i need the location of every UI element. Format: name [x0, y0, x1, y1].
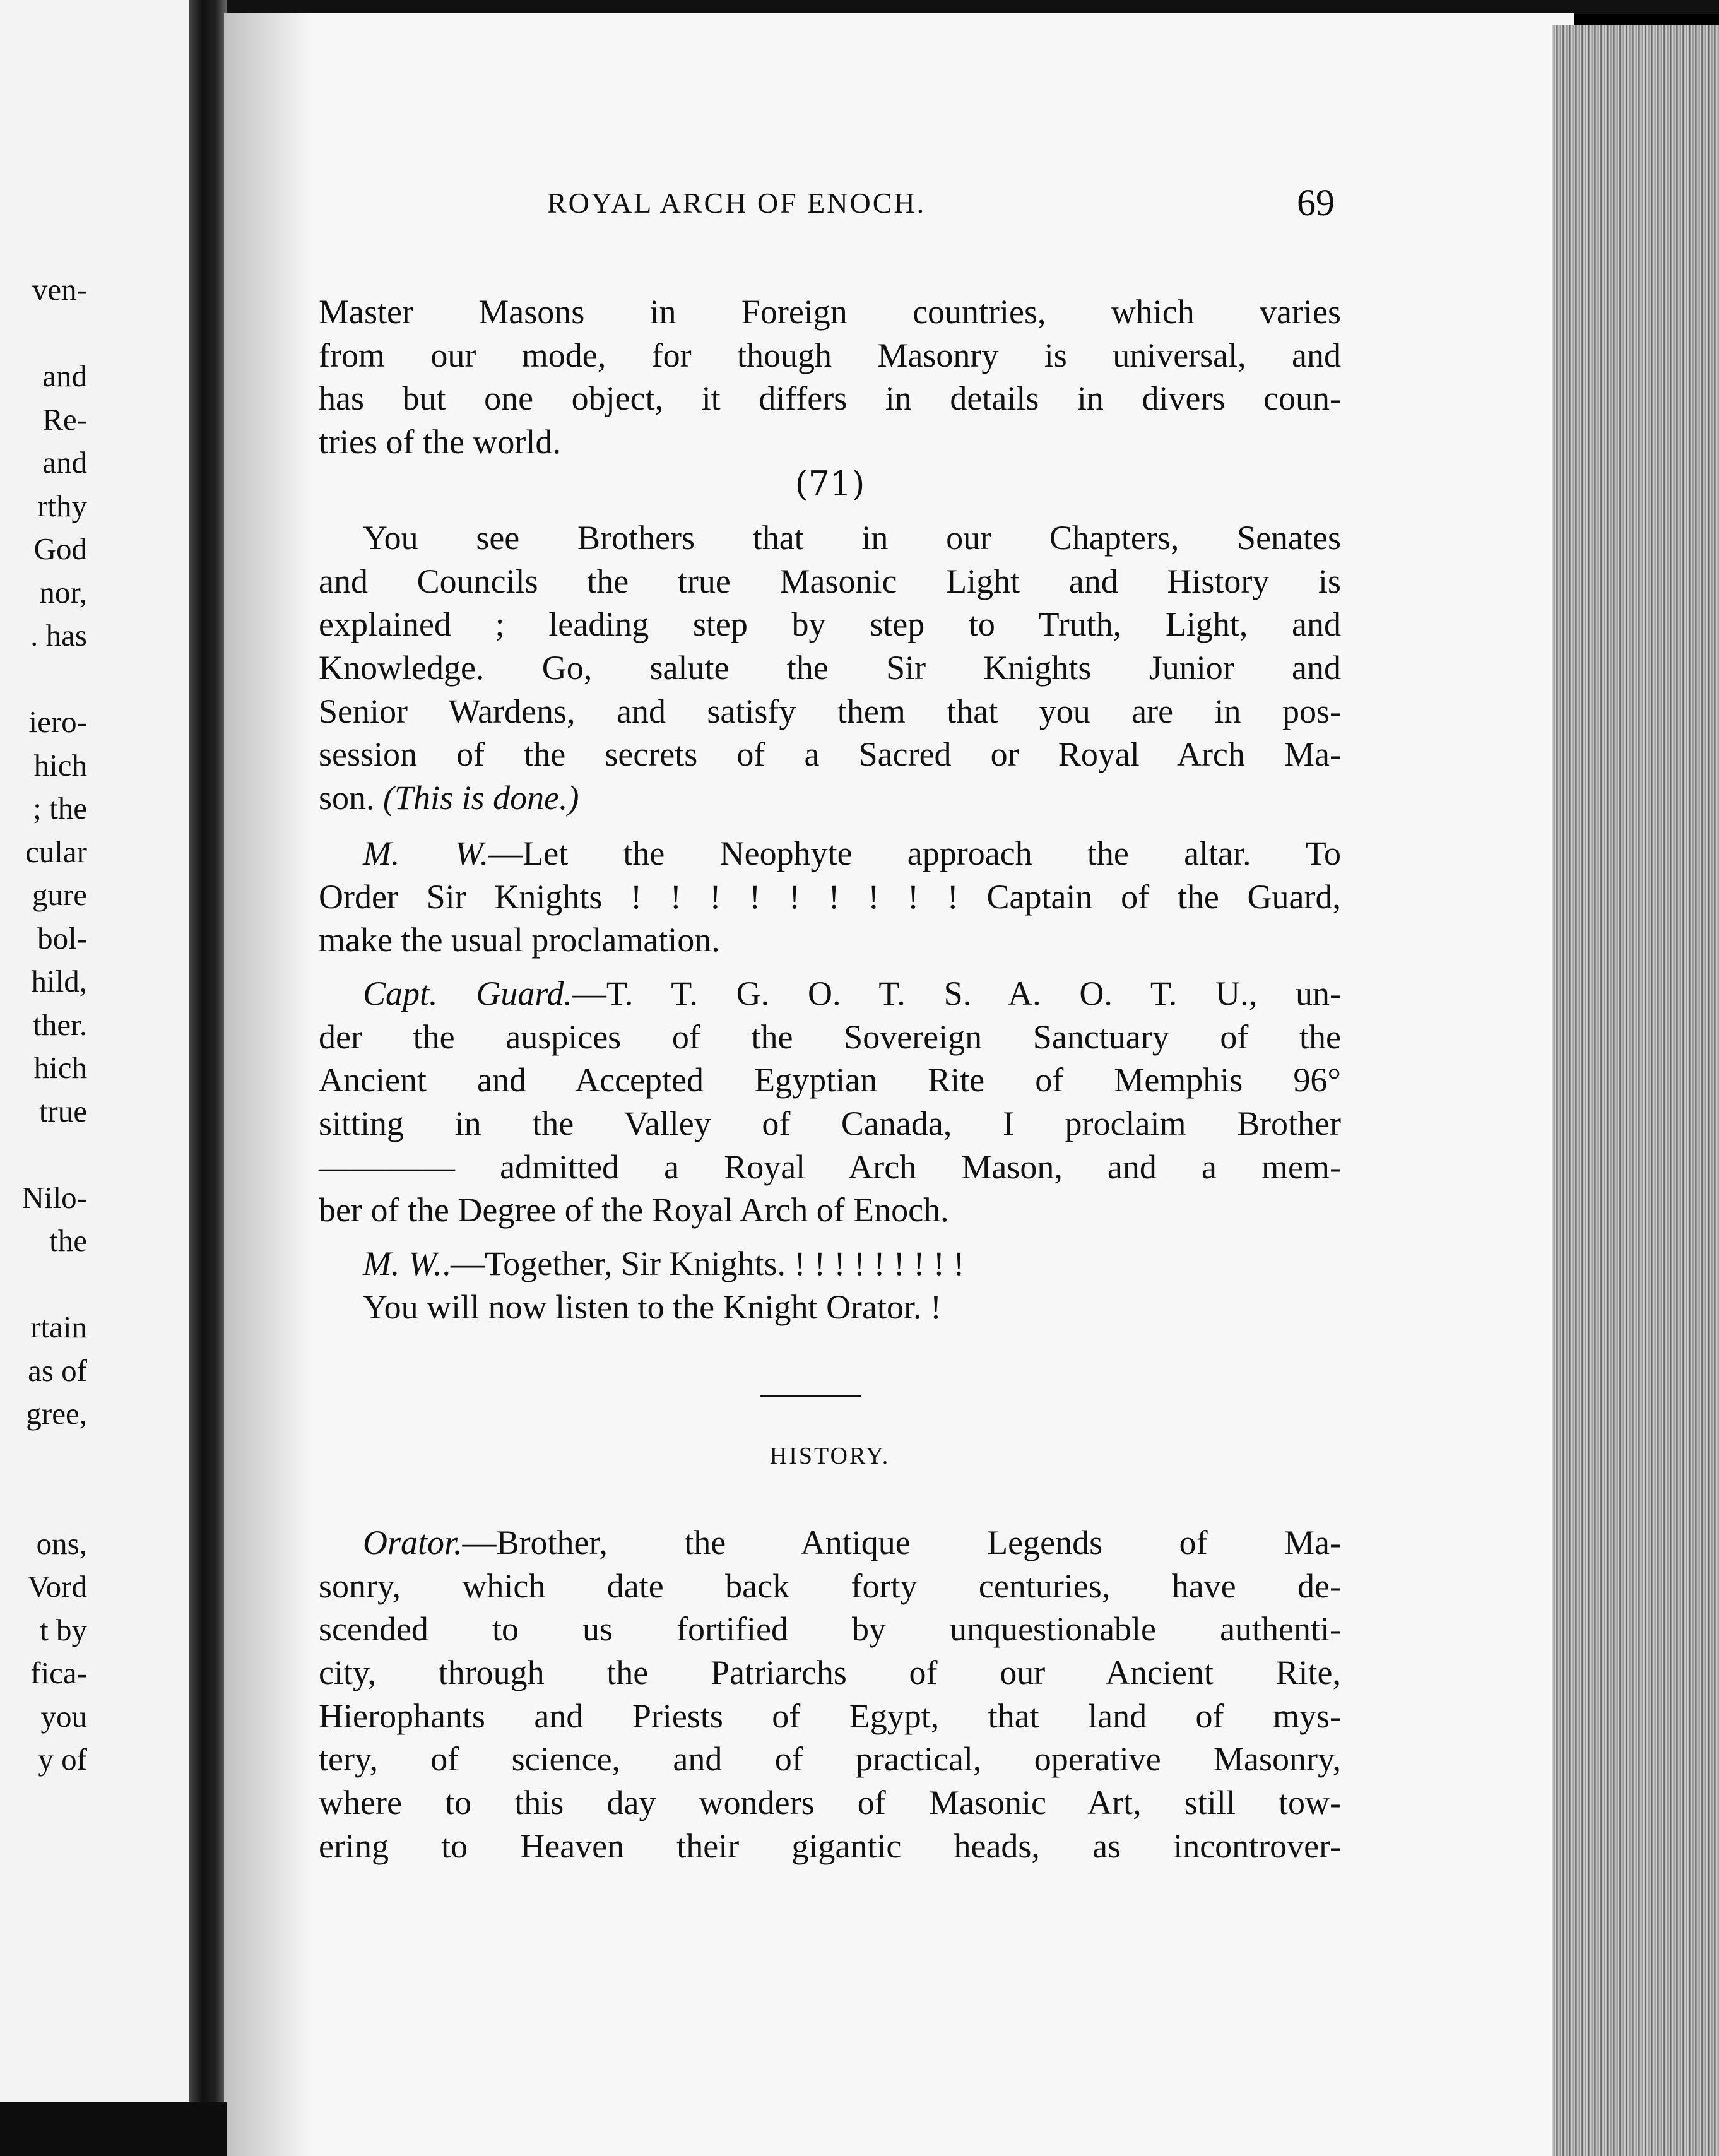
left-page-line-fragment: Nilo-: [21, 1180, 87, 1215]
left-page-line-fragment: [0, 1263, 87, 1306]
speech-mw-together: [319, 1242, 1341, 1329]
text-line: You see Brothers that in our Chapters, Senates: [363, 519, 1341, 557]
left-page-line-fragment: y of: [38, 1742, 87, 1777]
text-line: ber of the Degree of the Royal Arch of Enoch.: [319, 1191, 949, 1229]
speaker-label: M. W.: [363, 1245, 442, 1282]
text-line: tries of the world.: [319, 423, 561, 461]
history-heading: HISTORY.: [769, 1443, 890, 1469]
speaker-label: Orator.: [363, 1524, 463, 1561]
left-page-line-fragment: cular: [25, 834, 87, 869]
page-number: 69: [1297, 182, 1335, 223]
left-page-line-fragment: God: [33, 531, 87, 566]
left-page-line-fragment: fica-: [30, 1656, 87, 1690]
left-page-line-fragment: as of: [28, 1353, 87, 1388]
left-page-line-fragment: hich: [33, 747, 87, 783]
text-line: make the usual proclamation.: [319, 921, 720, 959]
left-page-line-fragment: ; the: [33, 791, 87, 826]
text-line: [319, 776, 1341, 820]
left-page-line-fragment: you: [40, 1698, 87, 1734]
text-line: ering to Heaven their gigantic heads, as incontrover-: [319, 1827, 1341, 1865]
text-line: [319, 972, 1341, 1016]
left-page-line-fragment: rtain: [30, 1310, 87, 1344]
text-line: and Councils the true Masonic Light and History is: [319, 562, 1341, 600]
left-page-text: [0, 268, 87, 1782]
text-line: tery, of science, and of practical, operative Masonry,: [319, 1740, 1341, 1779]
text-line: city, through the Patriarchs of our Ancient Rite,: [319, 1654, 1341, 1692]
speech-captain-guard: [319, 972, 1341, 1232]
left-page-line-fragment: the: [49, 1223, 87, 1258]
left-page-line-fragment: [0, 312, 87, 355]
left-page-line-fragment: hild,: [31, 964, 87, 998]
stage-text: son.: [319, 779, 384, 817]
left-page-line-fragment: ven-: [32, 272, 87, 307]
text-line: You will now listen to the Knight Orator. !: [363, 1288, 942, 1326]
left-page-line-fragment: rthy: [37, 488, 87, 523]
left-page-line-fragment: ther.: [33, 1007, 87, 1042]
text-line: Hierophants and Priests of Egypt, that land of mys-: [319, 1697, 1341, 1735]
text-line: from our mode, for though Masonry is universal, and: [319, 336, 1341, 374]
stage-direction: (This is done.): [383, 779, 579, 817]
speaker-label: Capt. Guard.: [363, 974, 572, 1012]
text-line: [319, 1521, 1341, 1565]
speech-text: —Brother, the Antique Legends of Ma-: [462, 1524, 1341, 1561]
left-page-line-fragment: bol-: [37, 920, 87, 956]
speech-text: —Let the Neophyte approach the altar. To: [488, 834, 1341, 872]
left-page-line-fragment: . has: [30, 618, 87, 653]
text-line: ———— admitted a Royal Arch Mason, and a mem-: [319, 1147, 1341, 1186]
left-page-line-fragment: [0, 1479, 87, 1522]
left-page-line-fragment: [0, 1436, 87, 1479]
book-gutter: [189, 0, 227, 2156]
text-line: explained ; leading step by step to Truth, Light, and: [319, 605, 1341, 644]
section-number: (71): [795, 464, 865, 504]
text-line: Senior Wardens, and satisfy them that you are in pos-: [319, 692, 1341, 730]
text-line: der the auspices of the Sovereign Sanctuary of the: [319, 1017, 1341, 1056]
left-page-line-fragment: Vord: [27, 1569, 87, 1604]
speech-text: .—Together, Sir Knights. ! ! ! ! ! ! ! ! !: [442, 1245, 965, 1282]
scan-bottom-border: [0, 2102, 227, 2156]
left-page-line-fragment: gure: [32, 877, 87, 912]
left-page-line-fragment: iero-: [28, 704, 87, 739]
scan-top-border: [0, 0, 1719, 14]
text-line: session of the secrets of a Sacred or Royal Arch Ma-: [319, 735, 1341, 774]
left-page-line-fragment: Re-: [42, 401, 87, 437]
left-page-line-fragment: ons,: [36, 1525, 87, 1561]
speech-mw: [319, 832, 1341, 962]
left-page-line-fragment: [0, 658, 87, 701]
left-page-line-fragment: and: [42, 445, 87, 480]
left-page-line-fragment: nor,: [39, 574, 87, 610]
text-line: [319, 1242, 1341, 1286]
running-header: [319, 182, 1341, 237]
running-title: ROYAL ARCH OF ENOCH.: [547, 187, 926, 219]
page-curve-shadow: [224, 13, 312, 2156]
left-page-line-fragment: true: [38, 1093, 87, 1128]
text-line: Ancient and Accepted Egyptian Rite of Memphis 96°: [319, 1061, 1341, 1099]
section-rule: [760, 1395, 861, 1397]
paragraph-1: [319, 290, 1341, 464]
text-line: Order Sir Knights ! ! ! ! ! ! ! ! ! Captain of the Guard,: [319, 877, 1341, 916]
text-line: sitting in the Valley of Canada, I proclaim Brother: [319, 1105, 1341, 1143]
speaker-label: M. W.: [363, 834, 489, 872]
left-page-line-fragment: and: [42, 358, 87, 393]
book-page-edges: [1552, 25, 1719, 2156]
text-line: scended to us fortified by unquestionable authenti-: [319, 1610, 1341, 1649]
text-line: Master Masons in Foreign countries, which varies: [319, 293, 1341, 331]
paragraph-2: [319, 516, 1341, 820]
left-page-line-fragment: t by: [40, 1612, 87, 1647]
text-line: Knowledge. Go, salute the Sir Knights Junior and: [319, 649, 1341, 687]
left-page-line-fragment: hich: [33, 1050, 87, 1085]
text-line: has but one object, it differs in details in divers coun-: [319, 379, 1341, 418]
speech-text: —T. T. G. O. T. S. A. O. T. U., un-: [572, 974, 1341, 1012]
left-page-line-fragment: [0, 1133, 87, 1176]
text-line: [319, 832, 1341, 875]
text-line: where to this day wonders of Masonic Art, still tow-: [319, 1784, 1341, 1822]
speech-orator: [319, 1521, 1341, 1868]
text-line: sonry, which date back forty centuries, have de-: [319, 1567, 1341, 1605]
left-page-line-fragment: gree,: [26, 1396, 87, 1431]
